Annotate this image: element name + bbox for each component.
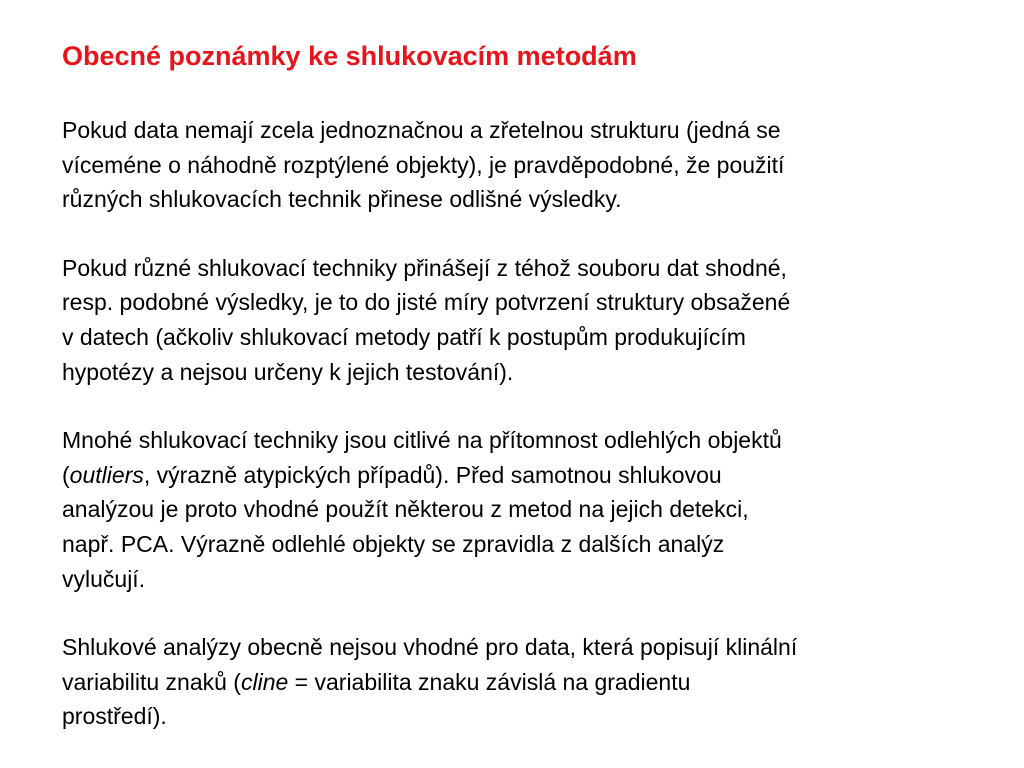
text-line: hypotézy a nejsou určeny k jejich testování). [62,358,514,385]
text-line: Shlukové analýzy obecně nejsou vhodné pro data, která popisují klinální [62,634,798,661]
text-line: v datech (ačkoliv shlukovací metody patří k postupům produkujícím [62,323,746,350]
paragraph-clinal-variability [62,630,982,734]
text-line: prostředí). [62,703,167,730]
text-line: resp. podobné výsledky, je to do jisté míry potvrzení struktury obsažené [62,289,791,316]
text-line: víceméne o náhodně rozptýlené objekty), je pravděpodobné, že použití [62,151,785,178]
text-fragment: variabilitu znaků ( [62,668,241,695]
text-line: Mnohé shlukovací techniky jsou citlivé na přítomnost odlehlých objektů [62,427,782,454]
text-line: Pokud data nemají zcela jednoznačnou a zřetelnou strukturu (jedná se [62,117,781,143]
paragraph-outliers [62,423,982,596]
paragraph-structure-confirmation [62,251,982,389]
slide [62,38,982,734]
paragraph-consistency [62,113,982,217]
text-line: Pokud různé shlukovací techniky přinášejí z téhož souboru dat shodné, [62,254,787,281]
text-line: např. PCA. Výrazně odlehlé objekty se zpravidla z dalších analýz [62,530,725,557]
text-line: vylučují. [62,565,146,592]
text-fragment: ( [62,461,70,488]
text-fragment: = variabilita znaku závislá na gradientu [288,668,691,695]
text-line [62,665,982,700]
text-line: analýzou je proto vhodné použít některou z metod na jejich detekci, [62,496,749,523]
text-line [62,458,982,493]
italic-term-outliers: outliers [69,461,144,488]
slide-title: Obecné poznámky ke shlukovacím metodám [62,41,637,71]
text-line: různých shlukovacích technik přinese odlišné výsledky. [62,186,622,213]
text-fragment: , výrazně atypických případů). Před samotnou shlukovou [143,461,722,488]
italic-term-cline: cline [240,668,289,695]
